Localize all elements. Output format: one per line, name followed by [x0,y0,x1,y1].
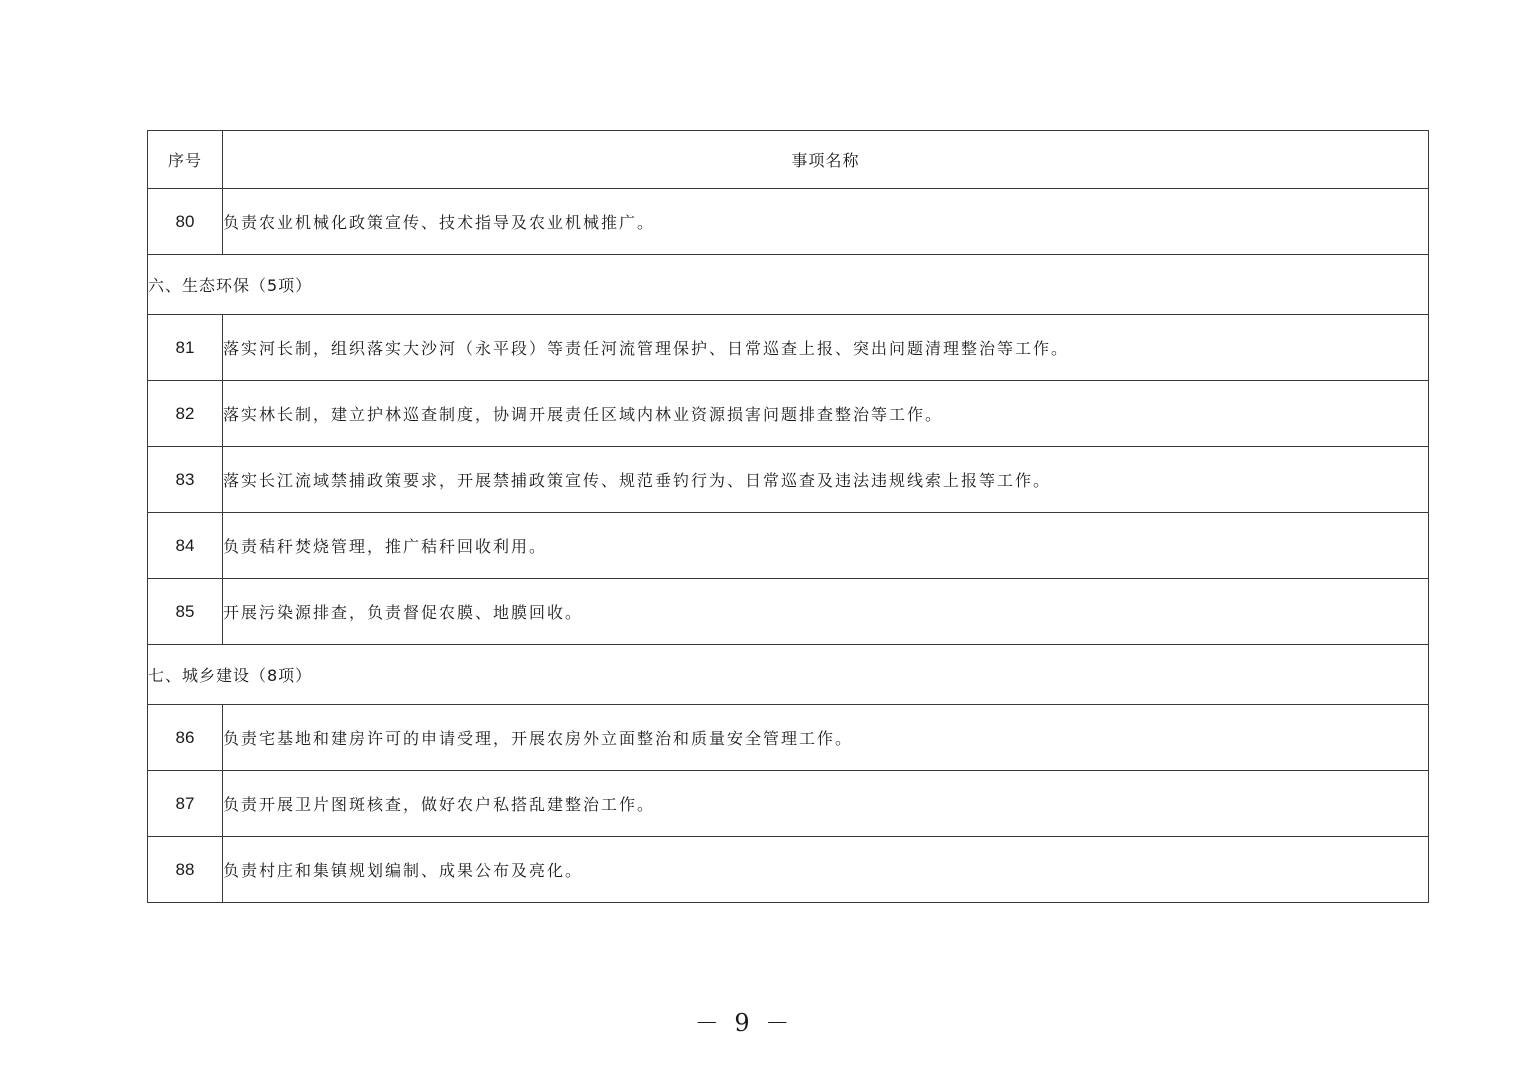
row-number: 80 [148,189,223,255]
row-item-name: 落实长江流域禁捕政策要求，开展禁捕政策宣传、规范垂钓行为、日常巡查及违法违规线索上报等工作。 [223,447,1429,513]
row-item-name: 负责村庄和集镇规划编制、成果公布及亮化。 [223,837,1429,903]
row-item-name: 负责开展卫片图斑核查，做好农户私搭乱建整治工作。 [223,771,1429,837]
row-item-name: 负责农业机械化政策宣传、技术指导及农业机械推广。 [223,189,1429,255]
items-table [147,130,1429,903]
row-number: 87 [148,771,223,837]
row-number: 86 [148,705,223,771]
table-row [148,447,1429,513]
row-number: 82 [148,381,223,447]
table-row [148,315,1429,381]
row-item-name: 开展污染源排查，负责督促农膜、地膜回收。 [223,579,1429,645]
table-header-row [148,131,1429,189]
table-row [148,189,1429,255]
table-row [148,771,1429,837]
row-number: 81 [148,315,223,381]
table-row [148,513,1429,579]
table-row [148,837,1429,903]
row-item-name: 落实河长制，组织落实大沙河（永平段）等责任河流管理保护、日常巡查上报、突出问题清理整治等工作。 [223,315,1429,381]
table-row [148,579,1429,645]
section-heading: 六、生态环保（5项） [148,255,1429,315]
header-number: 序号 [148,131,223,189]
section-heading: 七、城乡建设（8项） [148,645,1429,705]
row-number: 84 [148,513,223,579]
row-item-name: 负责秸秆焚烧管理，推广秸秆回收利用。 [223,513,1429,579]
row-number: 85 [148,579,223,645]
section-heading-row [148,645,1429,705]
row-number: 83 [148,447,223,513]
row-item-name: 负责宅基地和建房许可的申请受理，开展农房外立面整治和质量安全管理工作。 [223,705,1429,771]
row-item-name: 落实林长制，建立护林巡查制度，协调开展责任区域内林业资源损害问题排查整治等工作。 [223,381,1429,447]
table-row [148,705,1429,771]
header-item-name: 事项名称 [223,131,1429,189]
page-number: － 9 － [694,1009,794,1037]
section-heading-row [148,255,1429,315]
table-row [148,381,1429,447]
row-number: 88 [148,837,223,903]
